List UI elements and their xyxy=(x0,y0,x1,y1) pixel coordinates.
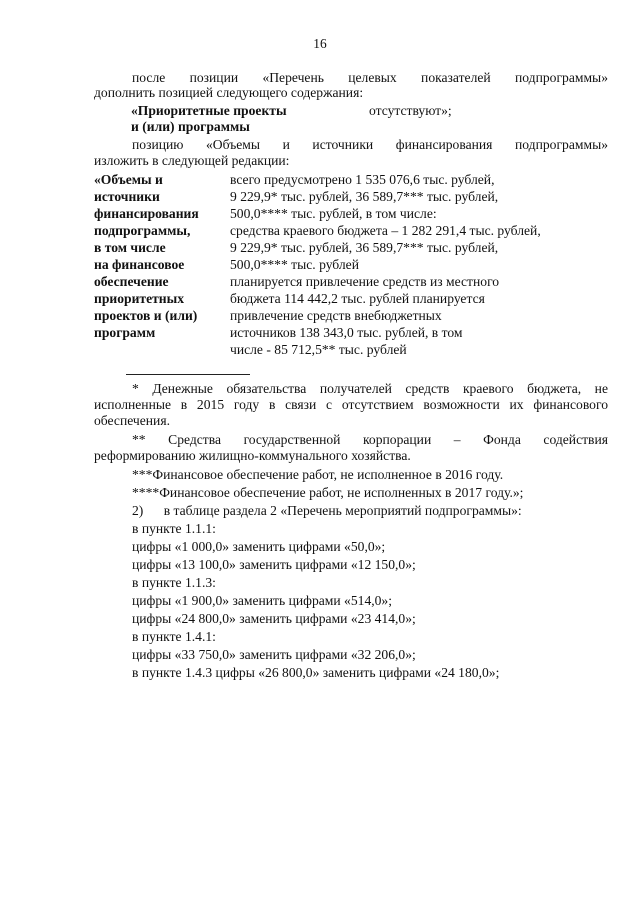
intro-line-2: дополнить позицией следующего содержания: xyxy=(94,85,364,100)
funding-value-line: средства краевого бюджета – 1 282 291,4 тыс. рублей, xyxy=(230,223,541,238)
funding-label-line: в том числе xyxy=(94,240,166,255)
footnote-1-line-3: обеспечения. xyxy=(94,413,170,428)
funding-label-line: обеспечение xyxy=(94,274,169,289)
funding-label-line: «Объемы и xyxy=(94,172,163,187)
change-line: в пункте 1.1.3: xyxy=(132,575,216,590)
priority-value: отсутствуют»; xyxy=(369,103,452,118)
funding-label-line: на финансовое xyxy=(94,257,185,272)
change-line: цифры «33 750,0» заменить цифрами «32 206,0»; xyxy=(132,647,416,662)
footnote-2-line-1: ** Средства государственной корпорации – Фонда содействия xyxy=(132,432,608,447)
priority-label-line-1: «Приоритетные проекты xyxy=(131,103,287,118)
footnote-separator xyxy=(126,374,250,375)
change-item-2: 2) в таблице раздела 2 «Перечень мероприятий подпрограммы»: xyxy=(132,503,522,518)
funding-label-line: финансирования xyxy=(94,206,199,221)
change-line: цифры «24 800,0» заменить цифрами «23 414,0»; xyxy=(132,611,416,626)
funding-label-line: приоритетных xyxy=(94,291,185,306)
funding-label-line: подпрограммы, xyxy=(94,223,191,238)
page-number: 16 xyxy=(313,36,327,51)
funding-value-line: привлечение средств внебюджетных xyxy=(230,308,442,323)
funding-label-line: программ xyxy=(94,325,156,340)
funding-value-line: 500,0**** тыс. рублей, в том числе: xyxy=(230,206,437,221)
footnote-4: ****Финансовое обеспечение работ, не исполненных в 2017 году.»; xyxy=(132,485,524,500)
change-line: цифры «1 000,0» заменить цифрами «50,0»; xyxy=(132,539,386,554)
funding-value-line: источников 138 343,0 тыс. рублей, в том xyxy=(230,325,463,340)
change-line: в пункте 1.1.1: xyxy=(132,521,216,536)
change-line: цифры «1 900,0» заменить цифрами «514,0»; xyxy=(132,593,393,608)
change-line: цифры «13 100,0» заменить цифрами «12 150,0»; xyxy=(132,557,416,572)
funding-label-line: проектов и (или) xyxy=(94,308,198,323)
funding-value-line: планируется привлечение средств из местного xyxy=(230,274,500,289)
position-line-1: позицию «Объемы и источники финансирования подпрограммы» xyxy=(132,137,608,152)
footnote-1-line-2: исполненные в 2015 году в связи с отсутствием возможности их финансового xyxy=(94,397,608,412)
funding-value-line: 9 229,9* тыс. рублей, 36 589,7*** тыс. рублей, xyxy=(230,240,499,255)
funding-value-line: всего предусмотрено 1 535 076,6 тыс. рублей, xyxy=(230,172,495,187)
footnote-3: ***Финансовое обеспечение работ, не исполненное в 2016 году. xyxy=(132,467,504,482)
funding-value-line: 500,0**** тыс. рублей xyxy=(230,257,359,272)
intro-line-1: после позиции «Перечень целевых показателей подпрограммы» xyxy=(132,70,608,85)
footnote-1-line-1: * Денежные обязательства получателей средств краевого бюджета, не xyxy=(132,381,608,396)
change-line: в пункте 1.4.1: xyxy=(132,629,216,644)
funding-value-line: 9 229,9* тыс. рублей, 36 589,7*** тыс. рублей, xyxy=(230,189,499,204)
funding-value-line: числе - 85 712,5** тыс. рублей xyxy=(230,342,407,357)
change-line: в пункте 1.4.3 цифры «26 800,0» заменить цифрами «24 180,0»; xyxy=(132,665,500,680)
position-line-2: изложить в следующей редакции: xyxy=(94,153,290,168)
funding-value-line: бюджета 114 442,2 тыс. рублей планируется xyxy=(230,291,485,306)
funding-label-line: источники xyxy=(94,189,160,204)
priority-label-line-2: и (или) программы xyxy=(131,119,250,134)
footnote-2-line-2: реформированию жилищно-коммунального хозяйства. xyxy=(94,448,411,463)
